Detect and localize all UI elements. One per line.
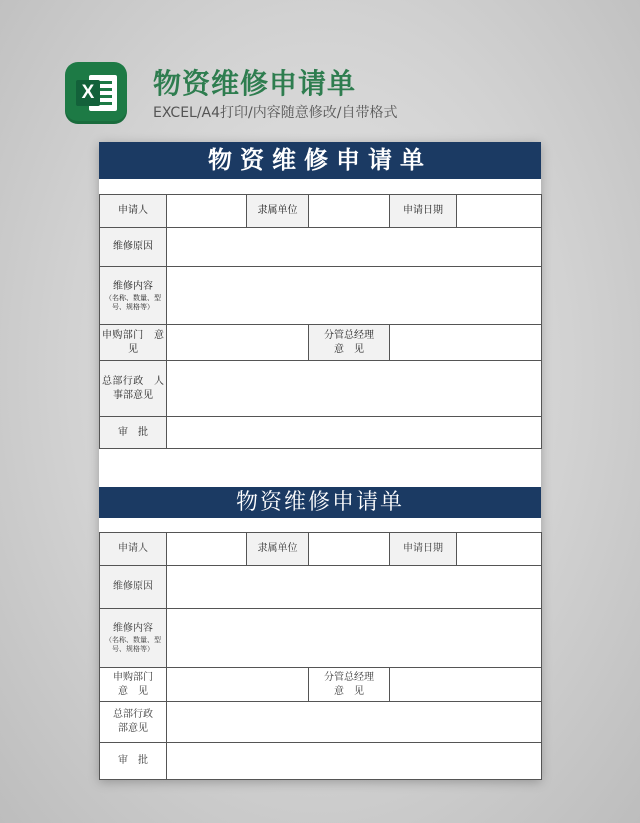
- hq-label-line1: 总部行政 人: [102, 375, 164, 387]
- dept-opinion-label: [100, 668, 167, 702]
- applicant-cell[interactable]: [167, 533, 247, 566]
- manager-opinion-cell[interactable]: [390, 668, 542, 702]
- manager-opinion-cell[interactable]: [390, 325, 542, 361]
- page-title: 物资维修申请单: [153, 67, 357, 100]
- table-row: [100, 533, 542, 566]
- excel-icon: [65, 62, 127, 124]
- reason-cell[interactable]: [167, 228, 542, 267]
- approval-label: 审 批: [100, 743, 167, 780]
- hq-label-line2: 部意见: [118, 723, 148, 734]
- manager-label-line2: 意 见: [334, 685, 364, 697]
- dept-label-line1: 申购部门 意: [102, 329, 164, 341]
- content-label: [100, 267, 167, 325]
- table-row: [100, 668, 542, 702]
- unit-cell[interactable]: [309, 533, 390, 566]
- dept-opinion-label: [100, 325, 167, 361]
- dept-label-line1: 申购部门: [113, 671, 153, 683]
- manager-opinion-label: [309, 325, 390, 361]
- unit-cell[interactable]: [309, 195, 390, 228]
- request-form-table: [99, 194, 542, 449]
- hq-label-line1: 总部行政: [113, 709, 153, 720]
- approval-cell[interactable]: [167, 417, 542, 449]
- dept-label-line2: 意 见: [118, 685, 148, 697]
- manager-label-line2: 意 见: [334, 343, 364, 355]
- date-label: 申请日期: [390, 533, 457, 566]
- applicant-label: 申请人: [100, 533, 167, 566]
- unit-label: 隶属单位: [247, 533, 309, 566]
- table-row: [100, 702, 542, 743]
- hq-opinion-cell[interactable]: [167, 361, 542, 417]
- content-cell[interactable]: [167, 609, 542, 668]
- content-note: （名称、数量、型号、规格等）: [105, 293, 161, 311]
- reason-label: 维修原因: [100, 566, 167, 609]
- manager-label-line1: 分管总经理: [324, 671, 374, 683]
- table-row: [100, 195, 542, 228]
- approval-cell[interactable]: [167, 743, 542, 780]
- table-row: [100, 609, 542, 668]
- hq-opinion-cell[interactable]: [167, 702, 542, 743]
- table-row: [100, 325, 542, 361]
- date-label: 申请日期: [390, 195, 457, 228]
- reason-label: 维修原因: [100, 228, 167, 267]
- excel-letter: X: [76, 80, 100, 106]
- content-note: （名称、数量、型号、规格等）: [105, 636, 161, 653]
- table-row: [100, 417, 542, 449]
- applicant-label: 申请人: [100, 195, 167, 228]
- hq-opinion-label: [100, 702, 167, 743]
- dept-label-line2: 见: [128, 343, 138, 355]
- date-cell[interactable]: [457, 533, 542, 566]
- date-cell[interactable]: [457, 195, 542, 228]
- form-title-banner: 物资维修申请单: [99, 487, 541, 518]
- table-row: [100, 228, 542, 267]
- table-row: [100, 743, 542, 780]
- request-form-table: [99, 532, 542, 780]
- dept-opinion-cell[interactable]: [167, 325, 309, 361]
- table-row: [100, 566, 542, 609]
- page-header: [65, 60, 625, 130]
- reason-cell[interactable]: [167, 566, 542, 609]
- table-row: [100, 361, 542, 417]
- form-title-banner: 物资维修申请单: [99, 142, 541, 179]
- approval-label: 审 批: [100, 417, 167, 449]
- manager-label-line1: 分管总经理: [324, 329, 374, 341]
- dept-opinion-cell[interactable]: [167, 668, 309, 702]
- hq-label-line2: 事部意见: [113, 389, 153, 401]
- page-subtitle: EXCEL/A4打印/内容随意修改/自带格式: [153, 105, 398, 121]
- content-label-text: 维修内容: [113, 280, 153, 292]
- content-cell[interactable]: [167, 267, 542, 325]
- table-row: [100, 267, 542, 325]
- content-label-text: 维修内容: [113, 623, 153, 634]
- hq-opinion-label: [100, 361, 167, 417]
- unit-label: 隶属单位: [247, 195, 309, 228]
- spreadsheet-page: [99, 142, 541, 780]
- manager-opinion-label: [309, 668, 390, 702]
- content-label: [100, 609, 167, 668]
- applicant-cell[interactable]: [167, 195, 247, 228]
